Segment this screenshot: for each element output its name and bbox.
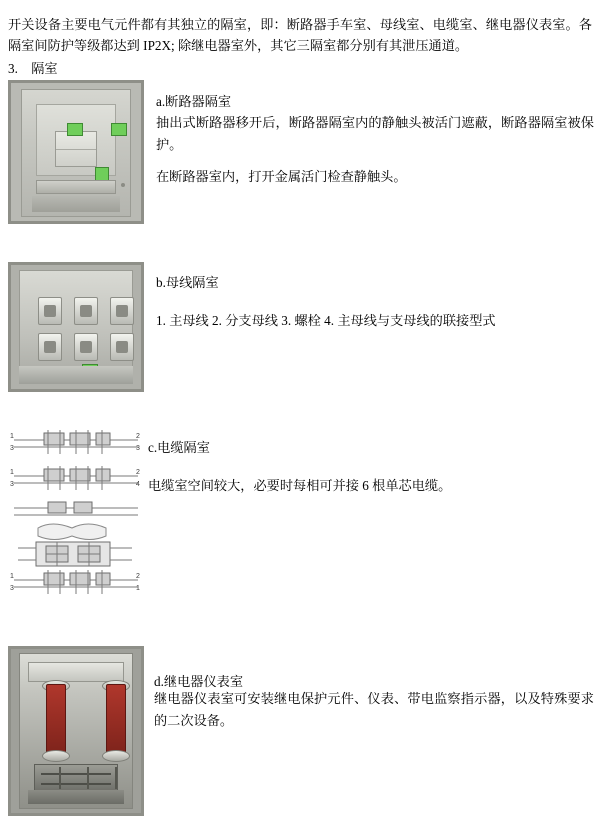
- figure-a-paragraph-1: 抽出式断路器移开后，断路器隔室内的静触头被活门遮蔽，断路器隔室被保护。: [156, 115, 594, 152]
- figure-d-paragraph-1: 继电器仪表室可安装继电保护元件、仪表、带电监察指示器，以及特殊要求的二次设备。: [154, 691, 594, 728]
- figure-c-paragraph-1: 电缆室空间较大，必要时每相可并接 6 根单芯电缆。: [148, 478, 452, 493]
- cable-label-r2-r1: 2: [136, 469, 140, 476]
- cable-label-r1-l1: 1: [10, 433, 14, 440]
- section-title-text: 隔室: [31, 61, 58, 76]
- cable-label-r1-r1: 2: [136, 433, 140, 440]
- section-number: 3.: [8, 61, 18, 76]
- cable-label-r4-r2: 1: [136, 585, 140, 592]
- figure-b-caption: b.母线隔室: [156, 275, 219, 290]
- figure-a-paragraph-2: 在断路器室内，打开金属活门检查静触头。: [156, 169, 407, 184]
- figure-c-caption: c.电缆隔室: [148, 440, 210, 455]
- breaker-compartment-photo: [8, 80, 144, 224]
- cable-compartment-diagram: [8, 424, 144, 604]
- cable-label-r4-l1: 1: [10, 573, 14, 580]
- relay-instrument-compartment-photo: [8, 646, 144, 816]
- busbar-compartment-photo: [8, 262, 144, 392]
- cable-label-r2-r2: 4: [136, 481, 140, 488]
- intro-paragraph: 开关设备主要电气元件都有其独立的隔室，即：断路器手车室、母线室、电缆室、继电器仪表室。各隔室间防护等级都达到 IP2X; 除继电器室外，其它三隔室都分别有其泄压通道。: [8, 17, 592, 53]
- cable-label-r4-r1: 2: [136, 573, 140, 580]
- cable-label-r4-l2: 3: [10, 585, 14, 592]
- figure-b-paragraph-1: 1. 主母线 2. 分支母线 3. 螺栓 4. 主母线与支母线的联接型式: [156, 313, 496, 328]
- cable-label-r2-l2: 3: [10, 481, 14, 488]
- figure-a-caption: a.断路器隔室: [156, 94, 232, 109]
- cable-compartment-svg: [8, 424, 144, 604]
- section-heading: [8, 60, 58, 78]
- cable-label-r1-l2: 3: [10, 445, 14, 452]
- cable-label-r2-l1: 1: [10, 469, 14, 476]
- figure-d-caption: d.继电器仪表室: [154, 674, 244, 689]
- cable-label-r1-r2: 3: [136, 445, 140, 452]
